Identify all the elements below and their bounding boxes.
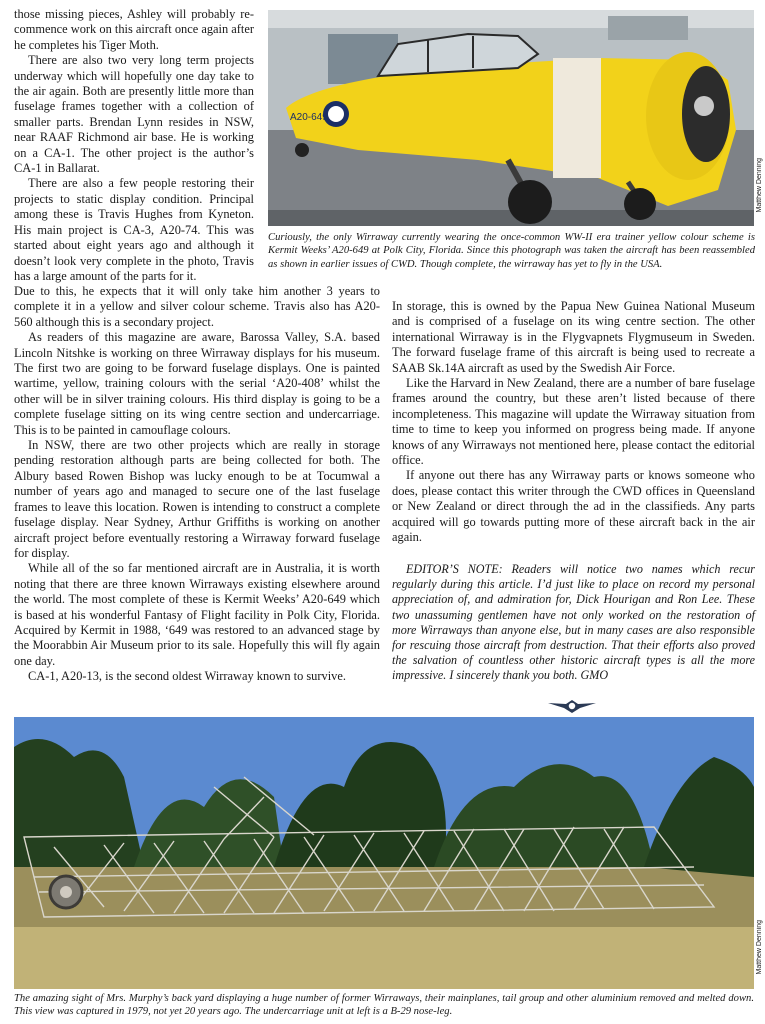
photo-credit: Matthew Denning [756,158,763,213]
paragraph: those missing pieces, Ashley will probably re-commence work on this aircraft once again after he completes his Tiger Moth. [14,7,254,52]
end-mark-wings-icon [546,697,598,715]
article-col1-main [14,284,380,685]
paragraph: There are also two very long term projects underway which will hopefully one day take to the air again. Both are presently little more than fuselage frames together with a collection of smaller parts. Brendan Lynn resides in NSW, near RAAF Richmond air base. He is working on a CA-1. The other project is the author’s CA-1 in Ballarat. [14,53,254,176]
paragraph: In storage, this is owned by the Papua New Guinea National Museum and is comprised of a fuselage on its wing centre section. The other international Wirraway is in the Flygvapnets Flygmuseum in Sweden. The forward fuselage frame of this aircraft is being used to recreate a SAAB Sk.14A aircraft as used by the Swedish Air Force. [392,299,755,375]
paragraph: As readers of this magazine are aware, Barossa Valley, S.A. based Lincoln Nitshke is working on three Wirraway displays for his museum. The first two are going to be forward fuselage displays. One is painted wartime, yellow, training colours with the serial ‘A20-408’ whilst the other will be in silver training colours. His third display is going to be a complete fuselage sitting on its wing centre section and undercarriage. This is to be painted in camouflage colours. [14,330,380,437]
paragraph: If anyone out there has any Wirraway parts or knows someone who does, please contact this writer through the CWD offices in Queensland or New Zealand or direct through the ad in the classifieds. Any parts acquired will go towards putting more of these aircraft back in the air again. [392,468,755,545]
aircraft-illustration [268,10,754,226]
photo-credit: Matthew Denning [756,920,763,975]
serial-marking: A20-649 [290,112,328,123]
paragraph: Due to this, he expects that it will only take him another 3 years to complete it in a yellow and silver colour scheme. Travis also has A20-560 although this is a secondary project. [14,284,380,329]
paragraph: While all of the so far mentioned aircraft are in Australia, it is worth noting that there are three known Wirraways existing elsewhere around the world. The most complete of these is Kermit Weeks’ A20-649 which is based at his wonderful Fantasy of Flight facility in Polk City, Florida. Acquired by Kermit in 1988, ‘649 was restored to an advanced stage by the Moorabbin Air Museum prior to its sale. Hopefully this will fly again one day. [14,561,380,668]
photo-murphy-backyard [14,717,754,989]
photo-caption-top: Curiously, the only Wirraway currently wearing the once-common WW-II era trainer yellow colour scheme is Kermit Weeks’ A20-649 at Polk City, Florida. Since this photograph was taken the aircraft has been reassembled as shown in earlier issues of CWD. Though complete, the wirraway has yet to fly in the USA. [268,232,755,270]
paragraph: There are also a few people restoring their projects to static display condition. Principal among these is Travis Hughes from Kyneton. His main project is CA-3, A20-74. This was started about eight years ago and although it doesn’t look very complete in the photo, Travis has a large amount of the parts for it. [14,176,254,283]
editors-note-text: EDITOR’S NOTE: Readers will notice two names which recur regularly during this article. I’d just like to place on record my personal appreciation of, and admiration for, Dick Hourigan and Ron Lee. These two unassuming gentlemen have not only worked on the restoration of more Wirraways than anyone else, but in many cases are also responsible for rescuing those aircraft from destruction. That their efforts also proved the salvation of countless other historic aircraft types is all the more impressive. I sincerely thank you both. GMO [392,562,755,683]
paragraph: Like the Harvard in New Zealand, there are a number of bare fuselage frames around the country, but these aren’t listed because of there incompleteness. This magazine will update the Wirraway situation from time to time to keep you informed on progress being made. If anyone knows of any Wirraways not mentioned here, please contact the editorial office. [392,376,755,468]
photo-yellow-wirraway [268,10,754,226]
article-col2 [392,299,755,546]
paragraph: CA-1, A20-13, is the second oldest Wirraway known to survive. [28,669,346,684]
article-col1-top [14,7,254,284]
backyard-illustration [14,717,754,989]
paragraph: In NSW, there are two other projects which are really in storage pending restoration although parts are being collected for both. The Albury based Rowen Bishop was lucky enough to be at Tocumwal a number of years ago and managed to secure one of the last fuselage frames to leave this location. Rowen is intending to construct a complete fuselage display. Near Sydney, Arthur Griffiths is working on another aircraft project before eventually restoring a Wirraway forward fuselage for display. [14,438,380,560]
editors-note [392,562,755,684]
photo-caption-bottom: The amazing sight of Mrs. Murphy’s back yard displaying a huge number of former Wirraways, their mainplanes, tail group and other aluminium removed and melted down. This view was captured in 1979, not yet 20 years ago. The undercarriage unit at left is a B-29 nose-leg. [14,993,754,1018]
